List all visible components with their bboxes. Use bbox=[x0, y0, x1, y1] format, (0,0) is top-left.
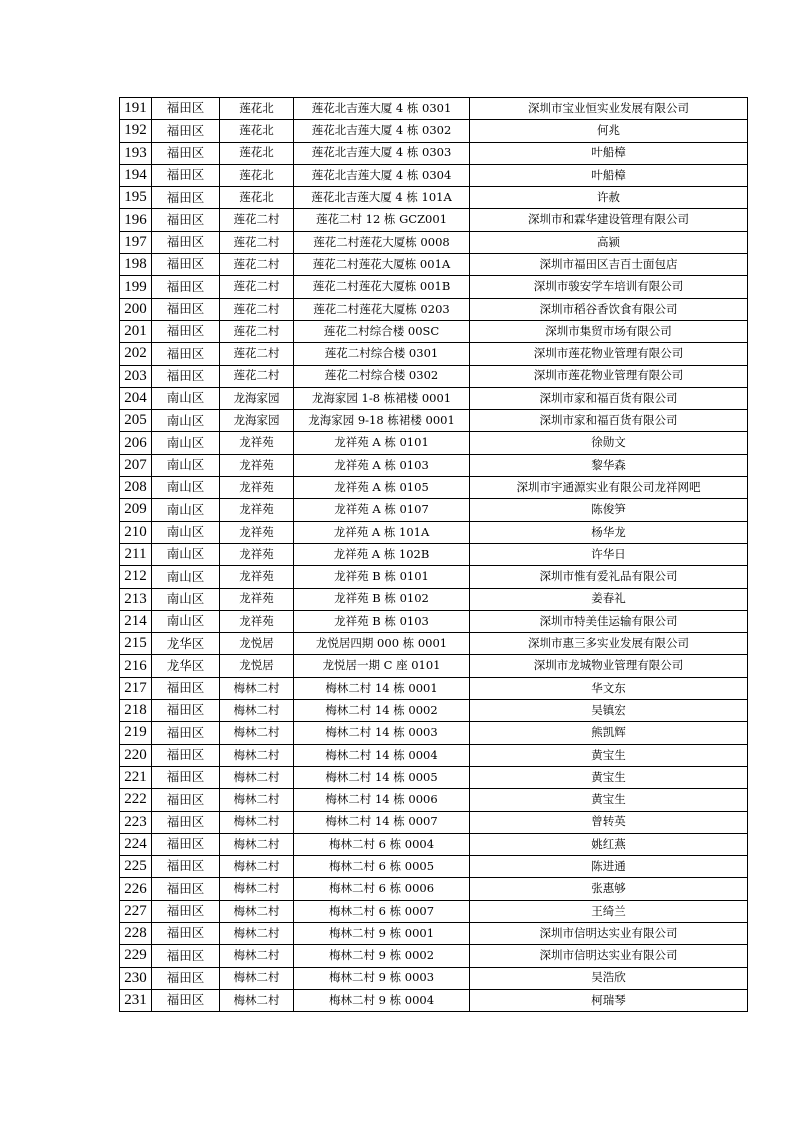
district-cell: 福田区 bbox=[152, 700, 220, 722]
row-number: 225 bbox=[120, 856, 152, 878]
row-number: 191 bbox=[120, 98, 152, 120]
community-cell: 梅林二村 bbox=[220, 967, 294, 989]
address-cell: 莲花北吉莲大厦 4 栋 0304 bbox=[294, 164, 470, 186]
community-cell: 龙祥苑 bbox=[220, 477, 294, 499]
district-cell: 福田区 bbox=[152, 900, 220, 922]
district-cell: 南山区 bbox=[152, 499, 220, 521]
district-cell: 福田区 bbox=[152, 187, 220, 209]
row-number: 215 bbox=[120, 633, 152, 655]
table-row bbox=[120, 655, 748, 677]
address-cell: 梅林二村 9 栋 0004 bbox=[294, 989, 470, 1011]
table-row bbox=[120, 744, 748, 766]
table-row bbox=[120, 588, 748, 610]
owner-cell: 杨华龙 bbox=[470, 521, 748, 543]
district-cell: 福田区 bbox=[152, 365, 220, 387]
owner-cell: 许华日 bbox=[470, 543, 748, 565]
address-cell: 梅林二村 6 栋 0004 bbox=[294, 833, 470, 855]
owner-cell: 徐勋文 bbox=[470, 432, 748, 454]
owner-cell: 深圳市龙城物业管理有限公司 bbox=[470, 655, 748, 677]
row-number: 205 bbox=[120, 410, 152, 432]
row-number: 214 bbox=[120, 610, 152, 632]
table-row bbox=[120, 677, 748, 699]
row-number: 192 bbox=[120, 120, 152, 142]
community-cell: 莲花二村 bbox=[220, 231, 294, 253]
table-row bbox=[120, 454, 748, 476]
address-cell: 龙祥苑 A 栋 0101 bbox=[294, 432, 470, 454]
district-cell: 南山区 bbox=[152, 410, 220, 432]
owner-cell: 叶船樟 bbox=[470, 142, 748, 164]
address-cell: 龙海家园 1-8 栋裙楼 0001 bbox=[294, 387, 470, 409]
table-row bbox=[120, 164, 748, 186]
address-cell: 梅林二村 9 栋 0002 bbox=[294, 945, 470, 967]
community-cell: 龙悦居 bbox=[220, 655, 294, 677]
address-cell: 梅林二村 14 栋 0001 bbox=[294, 677, 470, 699]
district-cell: 南山区 bbox=[152, 610, 220, 632]
row-number: 194 bbox=[120, 164, 152, 186]
table-row bbox=[120, 610, 748, 632]
address-cell: 龙祥苑 A 栋 0105 bbox=[294, 477, 470, 499]
district-cell: 福田区 bbox=[152, 722, 220, 744]
address-cell: 莲花二村莲花大厦栋 0008 bbox=[294, 231, 470, 253]
table-row bbox=[120, 811, 748, 833]
district-cell: 福田区 bbox=[152, 142, 220, 164]
community-cell: 梅林二村 bbox=[220, 856, 294, 878]
row-number: 201 bbox=[120, 320, 152, 342]
address-cell: 梅林二村 14 栋 0007 bbox=[294, 811, 470, 833]
table-row bbox=[120, 856, 748, 878]
address-cell: 梅林二村 9 栋 0001 bbox=[294, 922, 470, 944]
table-row bbox=[120, 254, 748, 276]
table-row bbox=[120, 789, 748, 811]
row-number: 226 bbox=[120, 878, 152, 900]
community-cell: 莲花二村 bbox=[220, 209, 294, 231]
table-row bbox=[120, 320, 748, 342]
address-cell: 梅林二村 14 栋 0006 bbox=[294, 789, 470, 811]
district-cell: 福田区 bbox=[152, 744, 220, 766]
community-cell: 龙祥苑 bbox=[220, 432, 294, 454]
row-number: 221 bbox=[120, 766, 152, 788]
table-row bbox=[120, 365, 748, 387]
owner-cell: 深圳市信明达实业有限公司 bbox=[470, 945, 748, 967]
address-cell: 龙祥苑 B 栋 0101 bbox=[294, 566, 470, 588]
address-cell: 梅林二村 6 栋 0007 bbox=[294, 900, 470, 922]
owner-cell: 深圳市家和福百货有限公司 bbox=[470, 410, 748, 432]
owner-cell: 深圳市福田区吉百士面包店 bbox=[470, 254, 748, 276]
table-row bbox=[120, 521, 748, 543]
community-cell: 梅林二村 bbox=[220, 700, 294, 722]
row-number: 206 bbox=[120, 432, 152, 454]
row-number: 222 bbox=[120, 789, 152, 811]
address-cell: 梅林二村 6 栋 0005 bbox=[294, 856, 470, 878]
district-cell: 福田区 bbox=[152, 766, 220, 788]
community-cell: 莲花二村 bbox=[220, 365, 294, 387]
table-row bbox=[120, 700, 748, 722]
row-number: 218 bbox=[120, 700, 152, 722]
row-number: 223 bbox=[120, 811, 152, 833]
table-row bbox=[120, 477, 748, 499]
owner-cell: 深圳市集贸市场有限公司 bbox=[470, 320, 748, 342]
owner-cell: 黄宝生 bbox=[470, 744, 748, 766]
row-number: 219 bbox=[120, 722, 152, 744]
address-cell: 梅林二村 14 栋 0004 bbox=[294, 744, 470, 766]
row-number: 199 bbox=[120, 276, 152, 298]
district-cell: 南山区 bbox=[152, 588, 220, 610]
owner-cell: 深圳市稻谷香饮食有限公司 bbox=[470, 298, 748, 320]
district-cell: 福田区 bbox=[152, 833, 220, 855]
community-cell: 梅林二村 bbox=[220, 677, 294, 699]
community-cell: 龙祥苑 bbox=[220, 499, 294, 521]
community-cell: 龙悦居 bbox=[220, 633, 294, 655]
owner-cell: 姜春礼 bbox=[470, 588, 748, 610]
row-number: 196 bbox=[120, 209, 152, 231]
district-cell: 福田区 bbox=[152, 343, 220, 365]
community-cell: 梅林二村 bbox=[220, 922, 294, 944]
district-cell: 南山区 bbox=[152, 432, 220, 454]
district-cell: 福田区 bbox=[152, 120, 220, 142]
table-row bbox=[120, 142, 748, 164]
owner-cell: 熊凯辉 bbox=[470, 722, 748, 744]
address-cell: 莲花二村综合楼 00SC bbox=[294, 320, 470, 342]
community-cell: 莲花北 bbox=[220, 164, 294, 186]
owner-cell: 华文东 bbox=[470, 677, 748, 699]
owner-cell: 黄宝生 bbox=[470, 766, 748, 788]
owner-cell: 黎华森 bbox=[470, 454, 748, 476]
district-cell: 南山区 bbox=[152, 521, 220, 543]
row-number: 216 bbox=[120, 655, 152, 677]
address-cell: 梅林二村 14 栋 0005 bbox=[294, 766, 470, 788]
row-number: 217 bbox=[120, 677, 152, 699]
community-cell: 梅林二村 bbox=[220, 833, 294, 855]
address-cell: 龙祥苑 A 栋 0103 bbox=[294, 454, 470, 476]
community-cell: 龙祥苑 bbox=[220, 521, 294, 543]
district-cell: 福田区 bbox=[152, 789, 220, 811]
district-cell: 福田区 bbox=[152, 811, 220, 833]
row-number: 230 bbox=[120, 967, 152, 989]
owner-cell: 许赦 bbox=[470, 187, 748, 209]
owner-cell: 深圳市特美佳运输有限公司 bbox=[470, 610, 748, 632]
row-number: 227 bbox=[120, 900, 152, 922]
address-cell: 莲花北吉莲大厦 4 栋 0301 bbox=[294, 98, 470, 120]
row-number: 204 bbox=[120, 387, 152, 409]
table-row bbox=[120, 98, 748, 120]
address-cell: 莲花二村莲花大厦栋 0203 bbox=[294, 298, 470, 320]
community-cell: 莲花北 bbox=[220, 98, 294, 120]
owner-cell: 王绮兰 bbox=[470, 900, 748, 922]
table-row bbox=[120, 298, 748, 320]
address-cell: 莲花二村莲花大厦栋 001B bbox=[294, 276, 470, 298]
row-number: 210 bbox=[120, 521, 152, 543]
owner-cell: 陈进通 bbox=[470, 856, 748, 878]
address-cell: 莲花北吉莲大厦 4 栋 0303 bbox=[294, 142, 470, 164]
district-cell: 南山区 bbox=[152, 477, 220, 499]
district-cell: 福田区 bbox=[152, 231, 220, 253]
community-cell: 梅林二村 bbox=[220, 789, 294, 811]
district-cell: 南山区 bbox=[152, 454, 220, 476]
community-cell: 龙海家园 bbox=[220, 410, 294, 432]
address-cell: 龙祥苑 A 栋 102B bbox=[294, 543, 470, 565]
row-number: 213 bbox=[120, 588, 152, 610]
table-row bbox=[120, 543, 748, 565]
community-cell: 莲花二村 bbox=[220, 254, 294, 276]
district-cell: 龙华区 bbox=[152, 633, 220, 655]
address-cell: 龙祥苑 B 栋 0103 bbox=[294, 610, 470, 632]
table-row bbox=[120, 922, 748, 944]
owner-cell: 吴浩欣 bbox=[470, 967, 748, 989]
district-cell: 福田区 bbox=[152, 320, 220, 342]
district-cell: 南山区 bbox=[152, 387, 220, 409]
row-number: 229 bbox=[120, 945, 152, 967]
owner-cell: 吴镇宏 bbox=[470, 700, 748, 722]
owner-cell: 何兆 bbox=[470, 120, 748, 142]
owner-cell: 深圳市宝业恒实业发展有限公司 bbox=[470, 98, 748, 120]
district-cell: 福田区 bbox=[152, 98, 220, 120]
address-cell: 龙海家园 9-18 栋裙楼 0001 bbox=[294, 410, 470, 432]
records-table-body bbox=[120, 98, 748, 1012]
address-cell: 梅林二村 6 栋 0006 bbox=[294, 878, 470, 900]
address-cell: 莲花北吉莲大厦 4 栋 0302 bbox=[294, 120, 470, 142]
address-cell: 龙祥苑 A 栋 101A bbox=[294, 521, 470, 543]
district-cell: 福田区 bbox=[152, 254, 220, 276]
table-row bbox=[120, 343, 748, 365]
community-cell: 梅林二村 bbox=[220, 945, 294, 967]
district-cell: 福田区 bbox=[152, 164, 220, 186]
address-cell: 梅林二村 14 栋 0003 bbox=[294, 722, 470, 744]
community-cell: 梅林二村 bbox=[220, 900, 294, 922]
owner-cell: 深圳市和霖华建设管理有限公司 bbox=[470, 209, 748, 231]
row-number: 193 bbox=[120, 142, 152, 164]
community-cell: 龙祥苑 bbox=[220, 543, 294, 565]
table-row bbox=[120, 967, 748, 989]
address-cell: 龙悦居四期 000 栋 0001 bbox=[294, 633, 470, 655]
district-cell: 福田区 bbox=[152, 677, 220, 699]
district-cell: 福田区 bbox=[152, 276, 220, 298]
owner-cell: 深圳市骏安学车培训有限公司 bbox=[470, 276, 748, 298]
community-cell: 莲花北 bbox=[220, 142, 294, 164]
owner-cell: 柯瑞琴 bbox=[470, 989, 748, 1011]
community-cell: 莲花北 bbox=[220, 187, 294, 209]
community-cell: 梅林二村 bbox=[220, 811, 294, 833]
row-number: 212 bbox=[120, 566, 152, 588]
table-row bbox=[120, 187, 748, 209]
community-cell: 莲花二村 bbox=[220, 343, 294, 365]
row-number: 208 bbox=[120, 477, 152, 499]
district-cell: 南山区 bbox=[152, 566, 220, 588]
address-cell: 梅林二村 14 栋 0002 bbox=[294, 700, 470, 722]
table-row bbox=[120, 120, 748, 142]
community-cell: 梅林二村 bbox=[220, 722, 294, 744]
row-number: 203 bbox=[120, 365, 152, 387]
community-cell: 龙祥苑 bbox=[220, 610, 294, 632]
owner-cell: 深圳市宇通源实业有限公司龙祥网吧 bbox=[470, 477, 748, 499]
community-cell: 龙祥苑 bbox=[220, 588, 294, 610]
address-cell: 莲花二村综合楼 0302 bbox=[294, 365, 470, 387]
table-row bbox=[120, 209, 748, 231]
owner-cell: 叶船樟 bbox=[470, 164, 748, 186]
district-cell: 福田区 bbox=[152, 945, 220, 967]
table-row bbox=[120, 633, 748, 655]
row-number: 231 bbox=[120, 989, 152, 1011]
table-row bbox=[120, 900, 748, 922]
owner-cell: 深圳市惟有爱礼品有限公司 bbox=[470, 566, 748, 588]
district-cell: 福田区 bbox=[152, 856, 220, 878]
address-cell: 龙祥苑 B 栋 0102 bbox=[294, 588, 470, 610]
table-row bbox=[120, 387, 748, 409]
row-number: 211 bbox=[120, 543, 152, 565]
row-number: 224 bbox=[120, 833, 152, 855]
owner-cell: 高颍 bbox=[470, 231, 748, 253]
address-cell: 莲花二村 12 栋 GCZ001 bbox=[294, 209, 470, 231]
owner-cell: 深圳市信明达实业有限公司 bbox=[470, 922, 748, 944]
district-cell: 龙华区 bbox=[152, 655, 220, 677]
records-table bbox=[119, 97, 748, 1012]
row-number: 228 bbox=[120, 922, 152, 944]
district-cell: 南山区 bbox=[152, 543, 220, 565]
table-row bbox=[120, 722, 748, 744]
community-cell: 梅林二村 bbox=[220, 989, 294, 1011]
table-row bbox=[120, 989, 748, 1011]
table-row bbox=[120, 231, 748, 253]
owner-cell: 姚红燕 bbox=[470, 833, 748, 855]
community-cell: 莲花二村 bbox=[220, 298, 294, 320]
owner-cell: 张惠够 bbox=[470, 878, 748, 900]
table-row bbox=[120, 499, 748, 521]
owner-cell: 黄宝生 bbox=[470, 789, 748, 811]
owner-cell: 陈俊笋 bbox=[470, 499, 748, 521]
table-row bbox=[120, 833, 748, 855]
owner-cell: 曾转英 bbox=[470, 811, 748, 833]
community-cell: 莲花北 bbox=[220, 120, 294, 142]
address-cell: 龙祥苑 A 栋 0107 bbox=[294, 499, 470, 521]
row-number: 209 bbox=[120, 499, 152, 521]
address-cell: 梅林二村 9 栋 0003 bbox=[294, 967, 470, 989]
address-cell: 莲花二村莲花大厦栋 001A bbox=[294, 254, 470, 276]
address-cell: 龙悦居一期 C 座 0101 bbox=[294, 655, 470, 677]
community-cell: 莲花二村 bbox=[220, 320, 294, 342]
community-cell: 梅林二村 bbox=[220, 766, 294, 788]
community-cell: 莲花二村 bbox=[220, 276, 294, 298]
owner-cell: 深圳市惠三多实业发展有限公司 bbox=[470, 633, 748, 655]
row-number: 195 bbox=[120, 187, 152, 209]
community-cell: 龙祥苑 bbox=[220, 454, 294, 476]
community-cell: 梅林二村 bbox=[220, 878, 294, 900]
row-number: 202 bbox=[120, 343, 152, 365]
table-row bbox=[120, 276, 748, 298]
table-row bbox=[120, 432, 748, 454]
community-cell: 龙祥苑 bbox=[220, 566, 294, 588]
community-cell: 梅林二村 bbox=[220, 744, 294, 766]
table-row bbox=[120, 878, 748, 900]
address-cell: 莲花北吉莲大厦 4 栋 101A bbox=[294, 187, 470, 209]
owner-cell: 深圳市莲花物业管理有限公司 bbox=[470, 343, 748, 365]
row-number: 207 bbox=[120, 454, 152, 476]
owner-cell: 深圳市家和福百货有限公司 bbox=[470, 387, 748, 409]
row-number: 198 bbox=[120, 254, 152, 276]
district-cell: 福田区 bbox=[152, 298, 220, 320]
district-cell: 福田区 bbox=[152, 967, 220, 989]
row-number: 197 bbox=[120, 231, 152, 253]
district-cell: 福田区 bbox=[152, 922, 220, 944]
district-cell: 福田区 bbox=[152, 209, 220, 231]
table-row bbox=[120, 566, 748, 588]
table-row bbox=[120, 410, 748, 432]
community-cell: 龙海家园 bbox=[220, 387, 294, 409]
table-row bbox=[120, 945, 748, 967]
table-row bbox=[120, 766, 748, 788]
row-number: 220 bbox=[120, 744, 152, 766]
district-cell: 福田区 bbox=[152, 878, 220, 900]
address-cell: 莲花二村综合楼 0301 bbox=[294, 343, 470, 365]
owner-cell: 深圳市莲花物业管理有限公司 bbox=[470, 365, 748, 387]
row-number: 200 bbox=[120, 298, 152, 320]
district-cell: 福田区 bbox=[152, 989, 220, 1011]
